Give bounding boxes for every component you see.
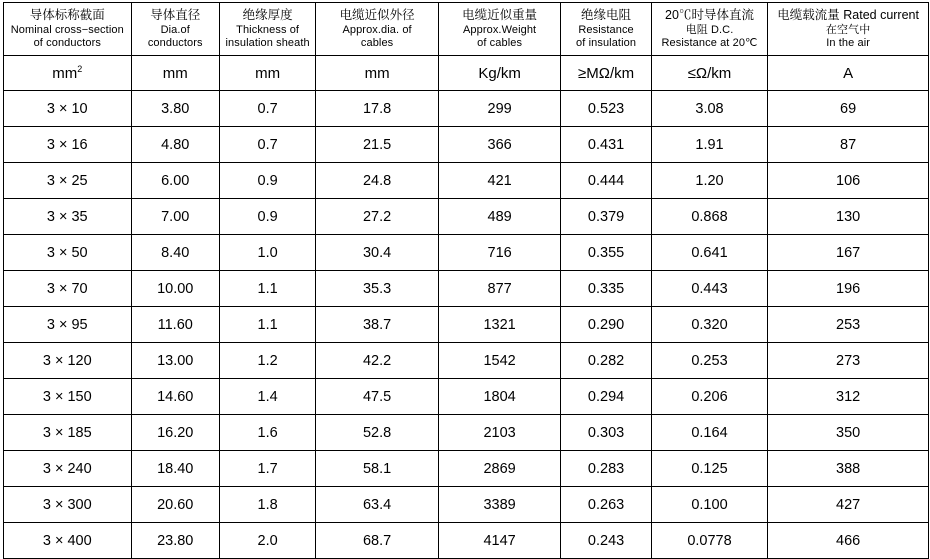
cell-nominal-cross-section: 3 × 185 bbox=[4, 415, 132, 451]
cell-approx-diameter: 42.2 bbox=[316, 343, 439, 379]
cell-rated-current: 466 bbox=[768, 523, 929, 559]
cell-rated-current: 253 bbox=[768, 307, 929, 343]
cell-dc-resistance: 0.164 bbox=[651, 415, 768, 451]
cell-dc-resistance: 0.443 bbox=[651, 271, 768, 307]
cell-approx-weight: 1321 bbox=[438, 307, 561, 343]
cell-insulation-resistance: 0.263 bbox=[561, 487, 651, 523]
header-en-label bbox=[439, 24, 561, 50]
cell-approx-weight: 4147 bbox=[438, 523, 561, 559]
header-en-label bbox=[220, 24, 315, 50]
cell-insulation-thickness: 1.8 bbox=[219, 487, 315, 523]
cell-dc-resistance: 1.91 bbox=[651, 127, 768, 163]
header-en-label bbox=[132, 24, 219, 50]
cell-conductor-diameter: 7.00 bbox=[131, 199, 219, 235]
header-cn-label: 导体标称截面 bbox=[29, 8, 105, 23]
table-header bbox=[4, 3, 929, 91]
cell-rated-current: 388 bbox=[768, 451, 929, 487]
cell-dc-resistance: 1.20 bbox=[651, 163, 768, 199]
header-cell-nominal-cross-section bbox=[4, 3, 132, 56]
cell-dc-resistance: 0.868 bbox=[651, 199, 768, 235]
cell-nominal-cross-section: 3 × 50 bbox=[4, 235, 132, 271]
cell-approx-weight: 2869 bbox=[438, 451, 561, 487]
cell-conductor-diameter: 13.00 bbox=[131, 343, 219, 379]
cell-conductor-diameter: 23.80 bbox=[131, 523, 219, 559]
table-row bbox=[4, 415, 929, 451]
header-en-line2: In the air bbox=[826, 36, 871, 49]
cell-dc-resistance: 0.100 bbox=[651, 487, 768, 523]
header-cell-rated-current bbox=[768, 3, 929, 56]
table-row bbox=[4, 235, 929, 271]
header-en-line2: cables bbox=[360, 36, 394, 49]
header-en-label bbox=[561, 24, 650, 50]
cell-insulation-thickness: 0.7 bbox=[219, 91, 315, 127]
header-en-line1: 电阻 D.C. bbox=[685, 23, 734, 36]
cell-insulation-resistance: 0.431 bbox=[561, 127, 651, 163]
cell-insulation-resistance: 0.303 bbox=[561, 415, 651, 451]
cell-insulation-resistance: 0.355 bbox=[561, 235, 651, 271]
header-cell-approx-diameter bbox=[316, 3, 439, 56]
header-en-line1: Resistance bbox=[578, 23, 634, 36]
cell-insulation-resistance: 0.290 bbox=[561, 307, 651, 343]
cell-dc-resistance: 0.206 bbox=[651, 379, 768, 415]
cell-rated-current: 69 bbox=[768, 91, 929, 127]
cell-dc-resistance: 0.320 bbox=[651, 307, 768, 343]
cell-conductor-diameter: 4.80 bbox=[131, 127, 219, 163]
cell-approx-diameter: 24.8 bbox=[316, 163, 439, 199]
table-row bbox=[4, 127, 929, 163]
cell-rated-current: 427 bbox=[768, 487, 929, 523]
cell-insulation-thickness: 1.6 bbox=[219, 415, 315, 451]
cable-specification-table bbox=[3, 2, 929, 559]
header-cell-conductor-diameter bbox=[131, 3, 219, 56]
cell-approx-diameter: 17.8 bbox=[316, 91, 439, 127]
cell-approx-diameter: 47.5 bbox=[316, 379, 439, 415]
cell-approx-weight: 1804 bbox=[438, 379, 561, 415]
table-row bbox=[4, 523, 929, 559]
cell-nominal-cross-section: 3 × 300 bbox=[4, 487, 132, 523]
cell-approx-diameter: 68.7 bbox=[316, 523, 439, 559]
cell-rated-current: 196 bbox=[768, 271, 929, 307]
table-row bbox=[4, 271, 929, 307]
cell-insulation-resistance: 0.523 bbox=[561, 91, 651, 127]
cell-insulation-resistance: 0.283 bbox=[561, 451, 651, 487]
table-row bbox=[4, 307, 929, 343]
cell-nominal-cross-section: 3 × 240 bbox=[4, 451, 132, 487]
cell-conductor-diameter: 14.60 bbox=[131, 379, 219, 415]
header-cn-label: 导体直径 bbox=[150, 8, 201, 23]
unit-cell-dc-resistance: ≤Ω/km bbox=[651, 56, 768, 91]
unit-cell-approx-weight: Kg/km bbox=[438, 56, 561, 91]
header-cn-label: 电缆近似外径 bbox=[339, 8, 415, 23]
table-row bbox=[4, 343, 929, 379]
cell-conductor-diameter: 18.40 bbox=[131, 451, 219, 487]
cell-rated-current: 130 bbox=[768, 199, 929, 235]
cell-conductor-diameter: 20.60 bbox=[131, 487, 219, 523]
cell-insulation-resistance: 0.282 bbox=[561, 343, 651, 379]
header-en-line1: Dia.of bbox=[160, 23, 190, 36]
unit-cell-insulation-thickness: mm bbox=[219, 56, 315, 91]
cell-insulation-thickness: 0.7 bbox=[219, 127, 315, 163]
cell-rated-current: 106 bbox=[768, 163, 929, 199]
cell-dc-resistance: 0.0778 bbox=[651, 523, 768, 559]
header-en-line2: of conductors bbox=[33, 36, 101, 49]
table-row bbox=[4, 199, 929, 235]
cell-dc-resistance: 0.641 bbox=[651, 235, 768, 271]
cell-approx-weight: 3389 bbox=[438, 487, 561, 523]
unit-cell-nominal-cross-section: $mm^2$ bbox=[4, 56, 132, 91]
cell-nominal-cross-section: 3 × 150 bbox=[4, 379, 132, 415]
cell-rated-current: 87 bbox=[768, 127, 929, 163]
cell-approx-diameter: 58.1 bbox=[316, 451, 439, 487]
cell-insulation-resistance: 0.294 bbox=[561, 379, 651, 415]
cell-conductor-diameter: 16.20 bbox=[131, 415, 219, 451]
cell-insulation-resistance: 0.444 bbox=[561, 163, 651, 199]
cell-insulation-thickness: 1.0 bbox=[219, 235, 315, 271]
header-en-line1: 在空气中 bbox=[825, 23, 871, 36]
cell-dc-resistance: 0.125 bbox=[651, 451, 768, 487]
cell-insulation-thickness: 1.1 bbox=[219, 307, 315, 343]
cell-approx-diameter: 52.8 bbox=[316, 415, 439, 451]
header-en-label bbox=[652, 24, 768, 50]
cell-rated-current: 273 bbox=[768, 343, 929, 379]
unit-cell-insulation-resistance: ≥MΩ/km bbox=[561, 56, 651, 91]
header-en-line2: Resistance at 20℃ bbox=[661, 36, 758, 49]
header-en-line1: Approx.Weight bbox=[462, 23, 537, 36]
cell-conductor-diameter: 10.00 bbox=[131, 271, 219, 307]
cell-approx-weight: 716 bbox=[438, 235, 561, 271]
cell-approx-diameter: 63.4 bbox=[316, 487, 439, 523]
cell-conductor-diameter: 6.00 bbox=[131, 163, 219, 199]
header-cn-label: 电缆近似重量 bbox=[462, 8, 538, 23]
cell-approx-weight: 2103 bbox=[438, 415, 561, 451]
header-cn-label: 绝缘厚度 bbox=[242, 8, 293, 23]
header-cn-label: 电缆载流量 Rated current bbox=[777, 8, 919, 23]
cell-insulation-thickness: 1.4 bbox=[219, 379, 315, 415]
cell-dc-resistance: 3.08 bbox=[651, 91, 768, 127]
cell-conductor-diameter: 11.60 bbox=[131, 307, 219, 343]
header-en-line1: Nominal cross−section bbox=[10, 23, 124, 36]
header-cell-insulation-thickness bbox=[219, 3, 315, 56]
cell-approx-weight: 421 bbox=[438, 163, 561, 199]
cell-nominal-cross-section: 3 × 95 bbox=[4, 307, 132, 343]
cell-rated-current: 312 bbox=[768, 379, 929, 415]
cell-insulation-thickness: 1.7 bbox=[219, 451, 315, 487]
table-body bbox=[4, 91, 929, 559]
header-en-line2: conductors bbox=[147, 36, 203, 49]
header-cell-insulation-resistance bbox=[561, 3, 651, 56]
cell-nominal-cross-section: 3 × 70 bbox=[4, 271, 132, 307]
cell-insulation-thickness: 2.0 bbox=[219, 523, 315, 559]
cell-dc-resistance: 0.253 bbox=[651, 343, 768, 379]
cell-approx-diameter: 30.4 bbox=[316, 235, 439, 271]
header-cn-label: 绝缘电阻 bbox=[581, 8, 632, 23]
cell-insulation-thickness: 0.9 bbox=[219, 199, 315, 235]
cell-insulation-resistance: 0.379 bbox=[561, 199, 651, 235]
cell-approx-diameter: 21.5 bbox=[316, 127, 439, 163]
header-en-label bbox=[4, 24, 131, 50]
table-row bbox=[4, 163, 929, 199]
cell-conductor-diameter: 3.80 bbox=[131, 91, 219, 127]
header-en-line2: of cables bbox=[477, 36, 523, 49]
unit-cell-rated-current: A bbox=[768, 56, 929, 91]
table-row bbox=[4, 379, 929, 415]
header-cn-label: 20℃时导体直流 bbox=[665, 8, 754, 23]
cell-rated-current: 167 bbox=[768, 235, 929, 271]
cell-insulation-thickness: 0.9 bbox=[219, 163, 315, 199]
cell-rated-current: 350 bbox=[768, 415, 929, 451]
cell-nominal-cross-section: 3 × 10 bbox=[4, 91, 132, 127]
header-row-titles bbox=[4, 3, 929, 56]
cell-approx-diameter: 35.3 bbox=[316, 271, 439, 307]
cell-nominal-cross-section: 3 × 120 bbox=[4, 343, 132, 379]
header-cell-approx-weight bbox=[438, 3, 561, 56]
cell-conductor-diameter: 8.40 bbox=[131, 235, 219, 271]
cell-approx-weight: 366 bbox=[438, 127, 561, 163]
cell-approx-diameter: 27.2 bbox=[316, 199, 439, 235]
cell-nominal-cross-section: 3 × 25 bbox=[4, 163, 132, 199]
cell-approx-weight: 1542 bbox=[438, 343, 561, 379]
cell-approx-weight: 877 bbox=[438, 271, 561, 307]
header-en-line1: Approx.dia. of bbox=[342, 23, 412, 36]
header-en-line2: of insulation bbox=[576, 36, 637, 49]
cell-nominal-cross-section: 3 × 16 bbox=[4, 127, 132, 163]
table-row bbox=[4, 451, 929, 487]
cell-approx-diameter: 38.7 bbox=[316, 307, 439, 343]
unit-cell-conductor-diameter: mm bbox=[131, 56, 219, 91]
header-en-line2: insulation sheath bbox=[225, 36, 310, 49]
header-en-label bbox=[316, 24, 438, 50]
cell-nominal-cross-section: 3 × 35 bbox=[4, 199, 132, 235]
cell-approx-weight: 299 bbox=[438, 91, 561, 127]
header-en-label bbox=[768, 24, 928, 50]
table-row bbox=[4, 487, 929, 523]
header-cell-dc-resistance bbox=[651, 3, 768, 56]
cell-approx-weight: 489 bbox=[438, 199, 561, 235]
header-en-line1: Thickness of bbox=[236, 23, 300, 36]
cell-insulation-thickness: 1.1 bbox=[219, 271, 315, 307]
cell-insulation-thickness: 1.2 bbox=[219, 343, 315, 379]
cell-nominal-cross-section: 3 × 400 bbox=[4, 523, 132, 559]
cable-spec-sheet bbox=[0, 2, 930, 549]
table-row bbox=[4, 91, 929, 127]
cell-insulation-resistance: 0.243 bbox=[561, 523, 651, 559]
unit-cell-approx-diameter: mm bbox=[316, 56, 439, 91]
header-row-units bbox=[4, 56, 929, 91]
cell-insulation-resistance: 0.335 bbox=[561, 271, 651, 307]
